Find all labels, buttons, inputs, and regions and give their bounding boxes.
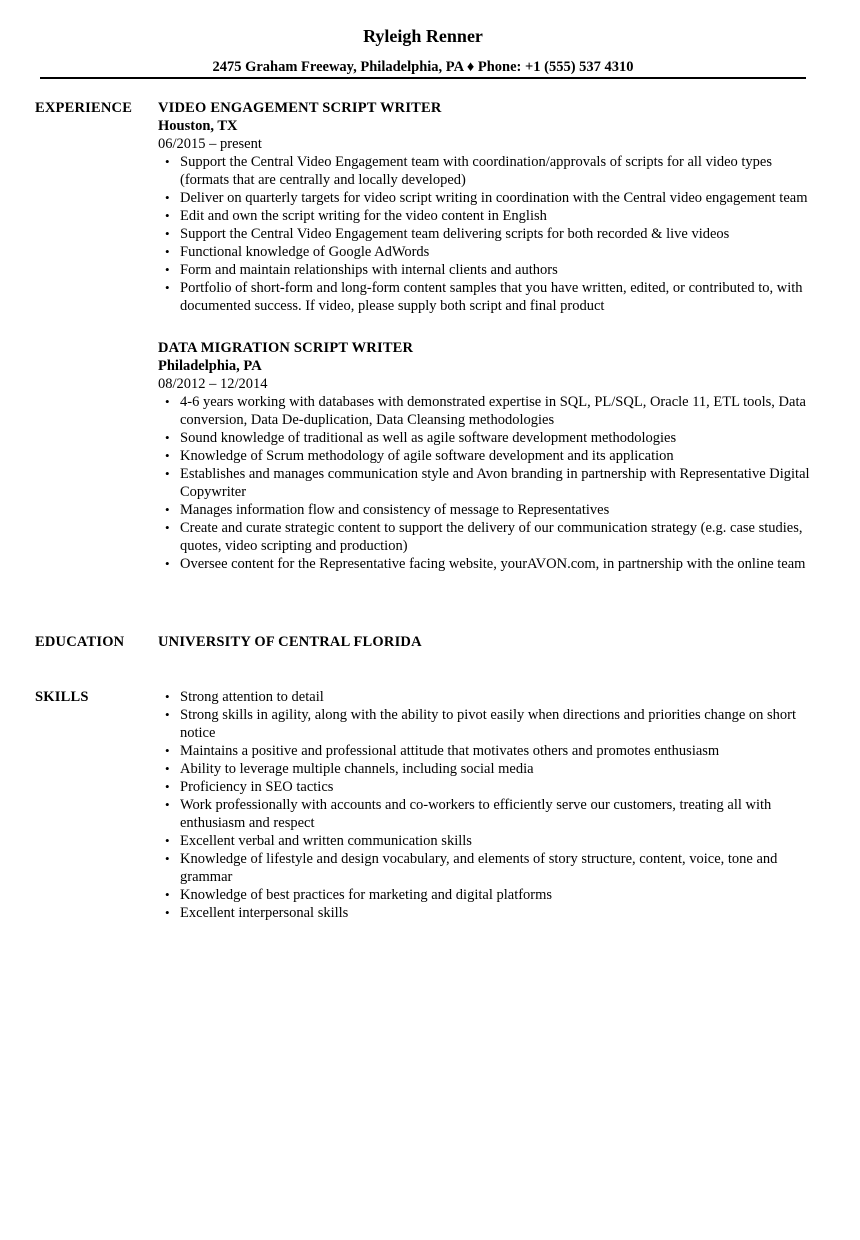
job-entry [158, 99, 818, 315]
section-heading-skills: SKILLS [35, 689, 89, 705]
contact-line: 2475 Graham Freeway, Philadelphia, PA ♦ Phone: +1 (555) 537 4310 [212, 59, 634, 75]
skill-bullet: • Work professionally with accounts and co-workers to efficiently serve our customers, treating all with enthusiasm and respect [180, 796, 818, 832]
education-body [158, 633, 818, 651]
skill-bullet: • Excellent interpersonal skills [180, 904, 818, 922]
job-title: VIDEO ENGAGEMENT SCRIPT WRITER [158, 100, 442, 116]
skills-body [158, 688, 818, 922]
job-bullet: • Oversee content for the Representative facing website, yourAVON.com, in partnership with the online team [180, 555, 818, 573]
skill-bullet: • Knowledge of best practices for marketing and digital platforms [180, 886, 818, 904]
section-heading-education: EDUCATION [35, 634, 125, 650]
header-divider [40, 77, 806, 79]
candidate-name: Ryleigh Renner [363, 26, 483, 46]
section-heading-experience: EXPERIENCE [35, 100, 133, 116]
job-bullet: • Deliver on quarterly targets for video script writing in coordination with the Central video engagement team [180, 189, 818, 207]
job-dates: 08/2012 – 12/2014 [158, 376, 268, 392]
school-name: UNIVERSITY OF CENTRAL FLORIDA [158, 634, 422, 650]
job-bullet: • Form and maintain relationships with internal clients and authors [180, 261, 818, 279]
job-bullet: • Support the Central Video Engagement team with coordination/approvals of scripts for all video types (formats that are centrally and locally developed) [180, 153, 818, 189]
job-location: Houston, TX [158, 118, 238, 134]
job-bullet: • Portfolio of short-form and long-form content samples that you have written, edited, or contributed to, with documented success. If video, please supply both script and final product [180, 279, 818, 315]
job-bullet-list [158, 393, 818, 573]
job-bullet: • Establishes and manages communication style and Avon branding in partnership with Representative Digital Copywriter [180, 465, 818, 501]
job-bullet: • 4-6 years working with databases with demonstrated expertise in SQL, PL/SQL, Oracle 11, ETL tools, Data conversion, Data De-duplication, Data Cleansing methodologies [180, 393, 818, 429]
job-dates: 06/2015 – present [158, 136, 262, 152]
skill-bullet: • Proficiency in SEO tactics [180, 778, 818, 796]
job-bullet: • Sound knowledge of traditional as well as agile software development methodologies [180, 429, 818, 447]
resume-header [40, 24, 806, 76]
skill-bullet: • Excellent verbal and written communication skills [180, 832, 818, 850]
skill-bullet: • Strong attention to detail [180, 688, 818, 706]
job-bullet: • Create and curate strategic content to support the delivery of our communication strategy (e.g. case studies, quotes, video scripting and production) [180, 519, 818, 555]
skill-bullet: • Ability to leverage multiple channels, including social media [180, 760, 818, 778]
job-entry [158, 339, 818, 573]
job-bullet: • Knowledge of Scrum methodology of agile software development and its application [180, 447, 818, 465]
skills-bullet-list [158, 688, 818, 922]
job-title: DATA MIGRATION SCRIPT WRITER [158, 340, 414, 356]
job-bullet: • Functional knowledge of Google AdWords [180, 243, 818, 261]
job-bullet: • Support the Central Video Engagement team delivering scripts for both recorded & live videos [180, 225, 818, 243]
skill-bullet: • Strong skills in agility, along with the ability to pivot easily when directions and priorities change on short notice [180, 706, 818, 742]
skill-bullet: • Knowledge of lifestyle and design vocabulary, and elements of story structure, content, voice, tone and grammar [180, 850, 818, 886]
job-bullet-list [158, 153, 818, 315]
job-bullet: • Manages information flow and consistency of message to Representatives [180, 501, 818, 519]
job-location: Philadelphia, PA [158, 358, 262, 374]
experience-body [158, 99, 818, 597]
job-bullet: • Edit and own the script writing for the video content in English [180, 207, 818, 225]
skill-bullet: • Maintains a positive and professional attitude that motivates others and promotes enthusiasm [180, 742, 818, 760]
